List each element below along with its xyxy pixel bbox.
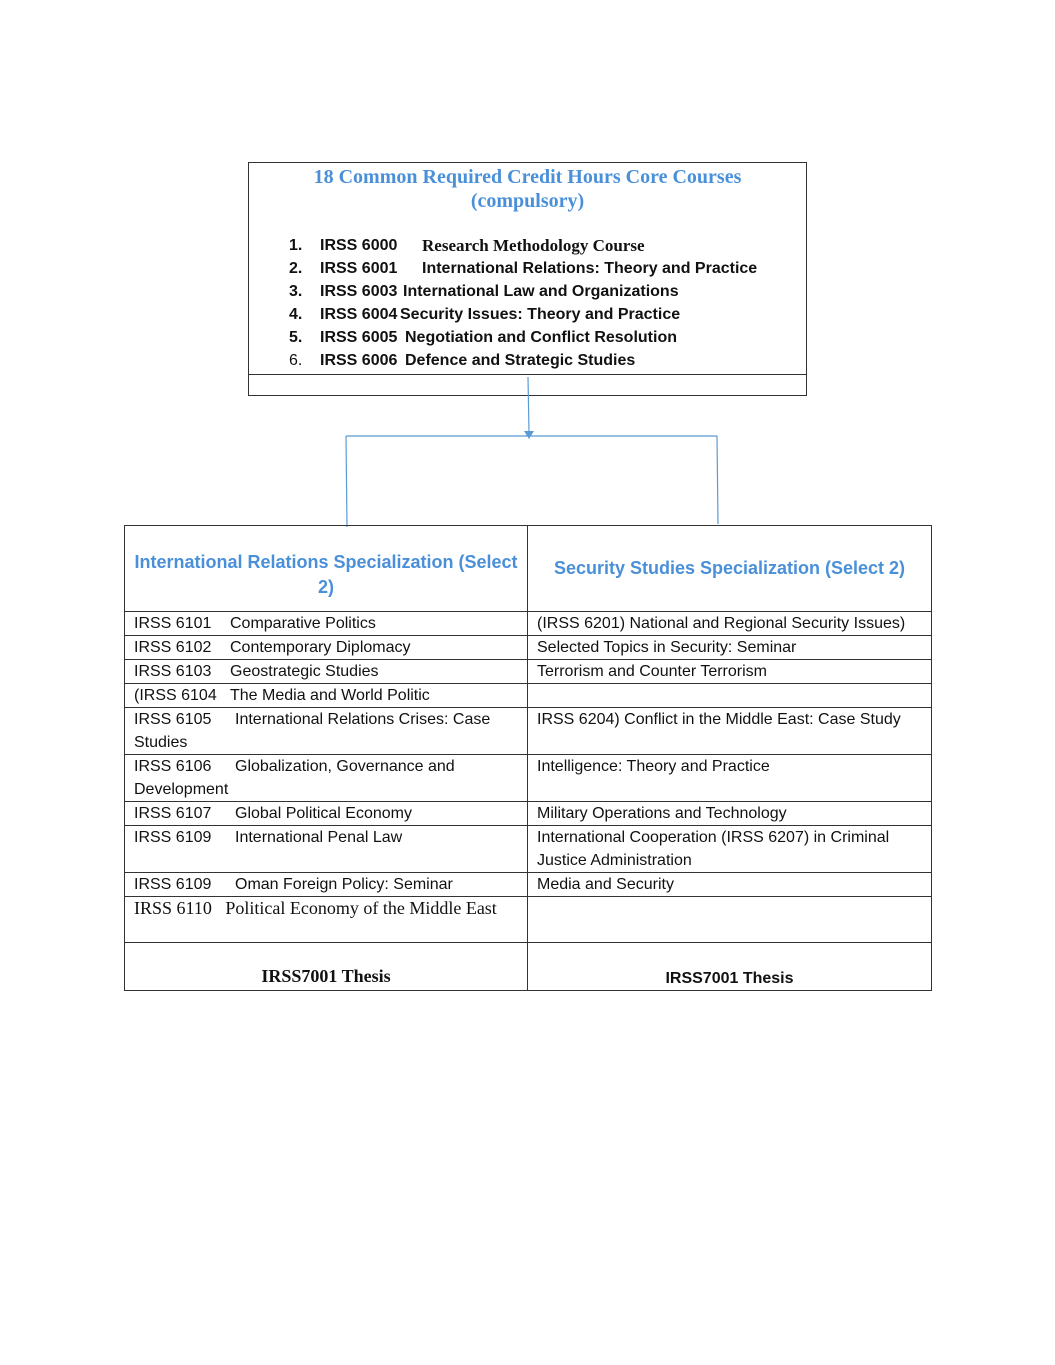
- core-course-name: International Relations: Theory and Practice: [422, 260, 758, 277]
- core-course-code: IRSS 6001: [320, 260, 398, 277]
- ir-course-cell: [125, 684, 528, 708]
- arrow-down-icon: [524, 431, 534, 439]
- core-course-code: IRSS 6004: [320, 306, 398, 323]
- ir-course-name: International Penal Law: [235, 829, 403, 846]
- core-course-number: 6.: [289, 352, 303, 369]
- table-row: [125, 755, 932, 802]
- ir-course-code: IRSS 6107: [134, 805, 212, 822]
- security-course-cell: Selected Topics in Security: Seminar: [528, 636, 932, 660]
- table-row: [125, 802, 932, 826]
- core-course-code: IRSS 6000: [320, 237, 398, 254]
- core-title-line1: 18 Common Required Credit Hours Core Courses: [313, 166, 742, 188]
- ir-course-cell: [125, 802, 528, 826]
- ir-course-code: (IRSS 6104: [134, 687, 217, 704]
- security-course-cell: Media and Security: [528, 873, 932, 897]
- table-header-row: [125, 526, 932, 612]
- core-course-number: 4.: [289, 306, 303, 323]
- flow-connector: [0, 0, 1055, 540]
- ir-course-code: IRSS 6109: [134, 829, 212, 846]
- ir-course-name: The Media and World Politic: [230, 687, 430, 704]
- core-course-code: IRSS 6005: [320, 329, 398, 346]
- ir-course-cell: [125, 826, 528, 873]
- ir-course-name: Comparative Politics: [230, 615, 376, 632]
- ir-course-code: IRSS 6109: [134, 876, 212, 893]
- ir-course-cell: [125, 612, 528, 636]
- ir-course-name: Political Economy of the Middle East: [225, 898, 497, 918]
- core-course-code: IRSS 6006: [320, 352, 398, 369]
- ir-course-code: IRSS 6102: [134, 639, 212, 656]
- ir-thesis-cell: IRSS7001 Thesis: [125, 943, 528, 991]
- ir-course-cell: [125, 873, 528, 897]
- security-course-cell: Intelligence: Theory and Practice: [528, 755, 932, 802]
- core-course-name: Negotiation and Conflict Resolution: [405, 329, 677, 346]
- table-row: [125, 826, 932, 873]
- core-course-name: International Law and Organizations: [403, 283, 679, 300]
- security-specialization-header: Security Studies Specialization (Select 2): [528, 526, 932, 612]
- ir-course-code: IRSS 6101: [134, 615, 212, 632]
- core-course-number: 5.: [289, 329, 303, 346]
- ir-course-cell: [125, 708, 528, 755]
- ir-course-code: IRSS 6110: [134, 898, 212, 918]
- security-course-cell: Terrorism and Counter Terrorism: [528, 660, 932, 684]
- ir-course-cell: [125, 660, 528, 684]
- security-course-cell: (IRSS 6201) National and Regional Security Issues): [528, 612, 932, 636]
- ir-specialization-header: International Relations Specialization (Select 2): [125, 526, 528, 612]
- thesis-row: [125, 943, 932, 991]
- table-row: [125, 612, 932, 636]
- core-course-name: Research Methodology Course: [422, 236, 645, 255]
- table-row: [125, 684, 932, 708]
- core-course-number: 2.: [289, 260, 303, 277]
- security-course-cell: International Cooperation (IRSS 6207) in Criminal Justice Administration: [528, 826, 932, 873]
- table-row: [125, 873, 932, 897]
- core-course-name: Defence and Strategic Studies: [405, 352, 636, 369]
- security-thesis-cell: IRSS7001 Thesis: [528, 943, 932, 991]
- ir-course-code: IRSS 6105: [134, 711, 212, 728]
- table-row: [125, 636, 932, 660]
- ir-course-name: Geostrategic Studies: [230, 663, 379, 680]
- ir-course-cell: [125, 636, 528, 660]
- ir-course-code: IRSS 6103: [134, 663, 212, 680]
- security-course-cell: IRSS 6204) Conflict in the Middle East: Case Study: [528, 708, 932, 755]
- core-course-number: 3.: [289, 283, 303, 300]
- core-course-code: IRSS 6003: [320, 283, 398, 300]
- ir-course-code: IRSS 6106: [134, 758, 212, 775]
- core-course-name: Security Issues: Theory and Practice: [400, 306, 681, 323]
- security-course-cell: Military Operations and Technology: [528, 802, 932, 826]
- table-row: [125, 708, 932, 755]
- specialization-table: [124, 525, 932, 991]
- ir-course-name: Oman Foreign Policy: Seminar: [235, 876, 453, 893]
- core-title-line2: (compulsory): [470, 190, 585, 212]
- table-row: [125, 897, 932, 943]
- ir-course-name: Contemporary Diplomacy: [230, 639, 411, 656]
- ir-course-name: International Relations Crises: Case Studies: [134, 711, 491, 751]
- ir-course-cell: [125, 755, 528, 802]
- security-course-cell: [528, 684, 932, 708]
- connector-vertical-line: [528, 377, 529, 432]
- ir-course-name: Globalization, Governance and Development: [134, 758, 455, 798]
- connector-right-branch: [717, 436, 718, 524]
- connector-left-branch: [346, 436, 347, 527]
- table-row: [125, 660, 932, 684]
- core-course-number: 1.: [289, 237, 303, 254]
- security-course-cell: [528, 897, 932, 943]
- ir-course-name: Global Political Economy: [235, 805, 412, 822]
- ir-course-cell: [125, 897, 528, 943]
